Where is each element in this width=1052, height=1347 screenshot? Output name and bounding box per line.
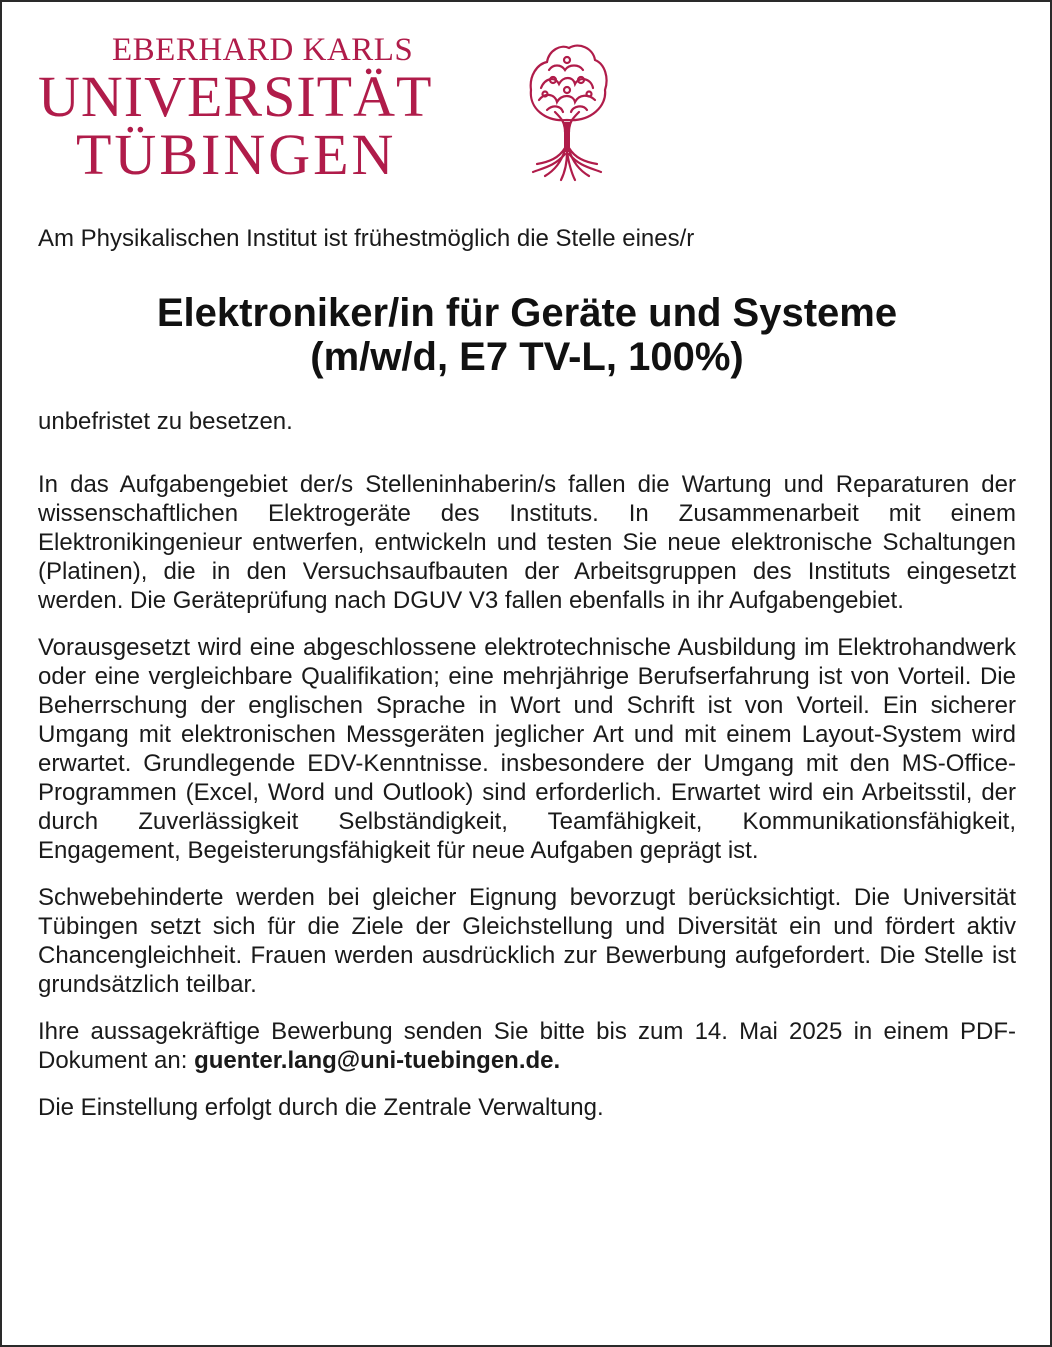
employment-status: unbefristet zu besetzen. [38,408,293,435]
requirements-paragraph: Vorausgesetzt wird eine abgeschlossene elektrotechnische Ausbildung im Elektrohandwerk oder eine vergleichbare Qualifikation; eine mehrjährige Berufserfahrung ist von Vorteil. Die Beherrschung der englischen Sprache in Wort und Schrift ist von Vorteil. Ein sicherer Umgang mit elektronischen Messgeräten jeglicher Art und mit einem Layout-System wird erwartet. Grundlegende EDV-Kenntnisse. insbesondere der Umgang mit den MS-Office-Programmen (Excel, Word und Outlook) sind erforderlich. Erwartet wird ein Arbeitsstil, der durch Zuverlässigkeit Selbständigkeit, Teamfähigkeit, Kommunikationsfähigkeit, Engagement, Begeisterungsfähigkeit für neue Aufgaben geprägt ist. [38,634,1016,864]
intro-text: Am Physikalischen Institut ist frühestmöglich die Stelle eines/r [38,225,695,252]
closing-text: Die Einstellung erfolgt durch die Zentrale Verwaltung. [38,1094,604,1121]
job-title-line-2: (m/w/d, E7 TV-L, 100%) [310,335,744,379]
application-text: Ihre aussagekräftige Bewerbung senden Sie bitte bis zum 14. Mai 2025 in einem PDF-Dokument an: [38,1018,1016,1074]
logo-line-1: EBERHARD KARLS [112,32,414,68]
tasks-paragraph: In das Aufgabengebiet der/s Stelleninhaberin/s fallen die Wartung und Reparaturen der wissenschaftlichen Elektrogeräte des Instituts. In Zusammenarbeit mit einem Elektronikingenieur entwerfen, entwickeln und testen Sie neue elektronische Schaltungen (Platinen), die in den Versuchsaufbauten der Arbeitsgruppen des Instituts eingesetzt werden. Die Geräteprüfung nach DGUV V3 fallen ebenfalls in ihr Aufgabengebiet. [38,471,1016,614]
oak-tree-icon [525,42,609,182]
application-paragraph [38,1017,1016,1075]
diversity-paragraph: Schwebehinderte werden bei gleicher Eignung bevorzugt berücksichtigt. Die Universität Tübingen setzt sich für die Ziele der Gleichstellung und Diversität ein und fördert aktiv Chancengleichheit. Frauen werden ausdrücklich zur Bewerbung aufgefordert. Die Stelle ist grundsätzlich teilbar. [38,884,1016,998]
logo-line-2: UNIVERSITÄT [38,64,433,129]
contact-email-link[interactable]: guenter.lang@uni-tuebingen.de. [194,1047,561,1074]
job-ad-content [38,224,1016,1122]
job-title-line-1: Elektroniker/in für Geräte und Systeme [156,291,898,335]
logo-line-3: TÜBINGEN [76,122,397,187]
job-title [38,291,1016,379]
